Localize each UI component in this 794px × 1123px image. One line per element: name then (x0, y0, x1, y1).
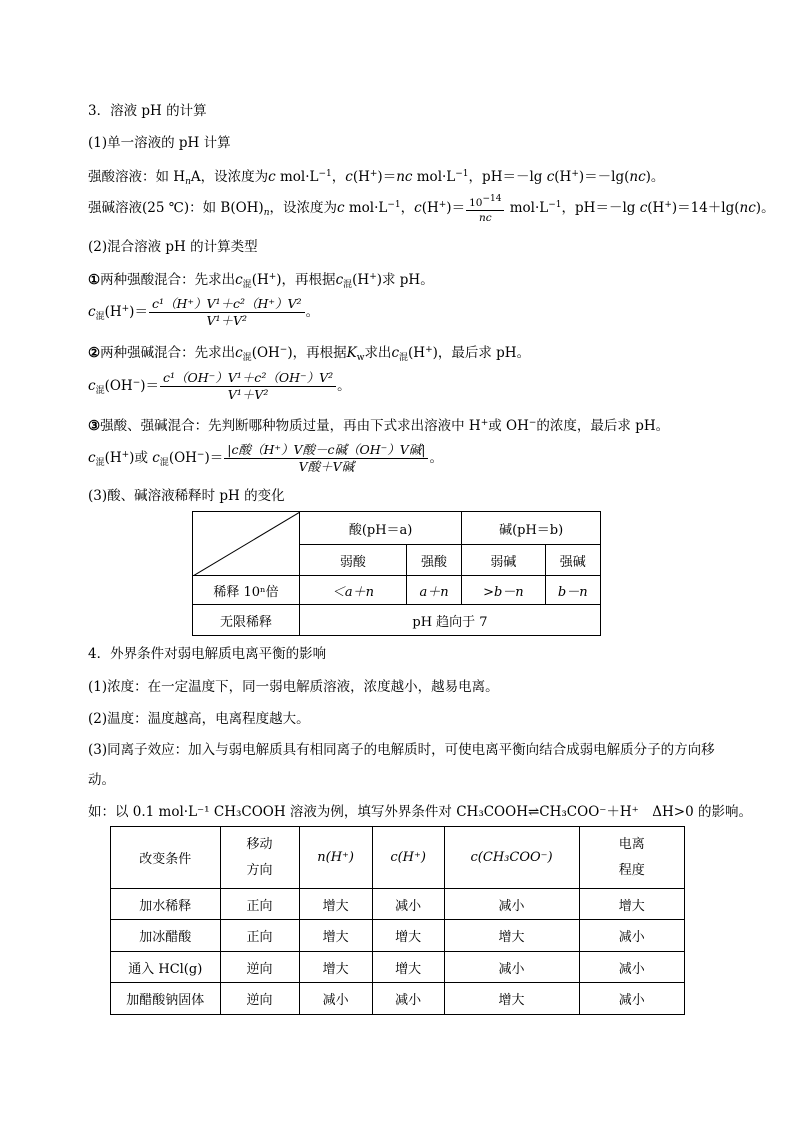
mix-acid-base: ③强酸、强碱混合：先判断哪种物质过量，再由下式求出溶液中 H+或 OH−的浓度，最后求 pH。 (88, 418, 670, 434)
cell: 增大 (299, 920, 372, 952)
dilution-table (192, 511, 601, 636)
cell: 增大 (299, 889, 372, 920)
cell: 减小 (444, 952, 579, 983)
cell: 增大 (444, 920, 579, 952)
section-3-title: 3．溶液 pH 的计算 (88, 103, 207, 119)
mix-strong-bases: ②两种强碱混合：先求出$c_混(OH^-)$，再根据$K_w$求出$c_混(H^+)$，最后求 pH。 (88, 345, 531, 363)
cell: 减小 (444, 889, 579, 920)
equilibrium-table (110, 826, 685, 1015)
cell: 加醋酸钠固体 (111, 983, 221, 1015)
section-4-title: 4．外界条件对弱电解质电离平衡的影响 (88, 646, 327, 662)
cell: 减小 (579, 952, 685, 983)
subheading-single-solution: (1)单一溶液的 pH 计算 (88, 135, 231, 151)
header-cell: c(CH₃COO⁻) (444, 827, 579, 889)
header-cell: n(H⁺) (299, 827, 372, 889)
paragraph-common-ion: (3)同离子效应：加入与弱电解质具有相同离子的电解质时，可使电离平衡向结合成弱电解质分子的方向移 (88, 742, 715, 758)
cell: pH 趋向于 7 (299, 605, 600, 636)
col-weak-base: 弱碱 (462, 545, 545, 576)
cell: 加冰醋酸 (111, 920, 221, 952)
paragraph-concentration: (1)浓度：在一定温度下，同一弱电解质溶液，浓度越小，越易电离。 (88, 679, 499, 695)
cell: ＜a＋n (299, 576, 406, 605)
formula-acid-base-mix: $c_混(H^+)$或 $c_混(OH^-)=$ $\frac{\text{|c酸（H⁺）V酸－c碱（OH⁻）V碱|}}{\text{V酸＋V碱}}$ 。 (88, 442, 443, 474)
table-row (193, 605, 601, 636)
cell: 正向 (220, 920, 299, 952)
strong-base-line: 强碱溶液(25 ℃)：如 $B(OH)_n$，设浓度为c $mol\cdot L^{-1}$，c(H+)＝ $\frac{10-14}{nc}$ $mol\cdot L^{-1}$，pH＝－lg c(H+)＝14＋lg(nc)。 (88, 194, 775, 224)
table-row (193, 576, 601, 605)
fraction-acid-base-mix: $\frac{\text{|c酸（H⁺）V酸－c碱（OH⁻）V碱|}}{\text{V酸＋V碱}}$ (224, 442, 428, 475)
subheading-mixed-solution: (2)混合溶液 pH 的计算类型 (88, 239, 258, 255)
acid-header: 酸(pH＝a) (299, 512, 461, 545)
table-row (111, 920, 685, 952)
fraction-acid-mix: $\frac{\text{c¹（H⁺）V¹＋c²（H⁺）V²}}{\text{V¹＋V²}}$ (149, 296, 305, 329)
fraction-h-concentration: $\frac{10-14}{nc}$ (466, 192, 504, 225)
table-row (111, 952, 685, 983)
cell: 减小 (579, 920, 685, 952)
paragraph-temperature: (2)温度：温度越高，电离程度越大。 (88, 711, 310, 727)
col-weak-acid: 弱酸 (299, 545, 406, 576)
header-cell: 移动 方向 (220, 827, 299, 889)
cell: 减小 (299, 983, 372, 1015)
cell: 通入 HCl(g) (111, 952, 221, 983)
formula-base-mix: $c_混(OH^-)=$ $\frac{\text{c¹（OH⁻）V¹＋c²（OH⁻）V²}}{\text{V¹＋V²}}$ 。 (88, 370, 351, 402)
cell: 增大 (444, 983, 579, 1015)
paragraph-common-ion-cont: 动。 (88, 772, 115, 788)
cell: 减小 (372, 889, 444, 920)
table-row (111, 889, 685, 920)
fraction-base-mix: $\frac{\text{c¹（OH⁻）V¹＋c²（OH⁻）V²}}{\text{V¹＋V²}}$ (160, 370, 336, 403)
col-strong-acid: 强酸 (406, 545, 461, 576)
strong-acid-line: 强酸溶液：如 $H_nA$，设浓度为c $mol\cdot L^{-1}$，c(H+)＝nc $mol\cdot L^{-1}$，pH＝－lg c(H+)＝－lg(nc)。 (88, 169, 665, 187)
example-line: 如：以 0.1 mol·L⁻¹ CH₃COOH 溶液为例，填写外界条件对 CH₃COOH⇌CH₃COO⁻＋H⁺ ΔH>0 的影响。 (88, 804, 752, 820)
mix-strong-acids: ①两种强酸混合：先求出$c_混(H^+)$，再根据$c_混(H^+)$求 pH。 (88, 272, 434, 290)
formula-acid-mix: $c_混(H^+)=$ $\frac{\text{c¹（H⁺）V¹＋c²（H⁺）V²}}{\text{V¹＋V²}}$ 。 (88, 296, 320, 328)
cell: 增大 (372, 952, 444, 983)
cell: 增大 (299, 952, 372, 983)
row-label: 无限稀释 (193, 605, 300, 636)
cell: 逆向 (220, 952, 299, 983)
cell: 逆向 (220, 983, 299, 1015)
header-cell: c(H⁺) (372, 827, 444, 889)
row-label: 稀释 10ⁿ倍 (193, 576, 300, 605)
cell: 加水稀释 (111, 889, 221, 920)
col-strong-base: 强碱 (545, 545, 601, 576)
diagonal-line (193, 512, 300, 576)
header-cell: 电离 程度 (579, 827, 685, 889)
base-header: 碱(pH＝b) (462, 512, 601, 545)
header-cell: 改变条件 (111, 827, 221, 889)
cell: 增大 (372, 920, 444, 952)
cell: >b－n (462, 576, 545, 605)
cell: b－n (545, 576, 601, 605)
table-row (111, 983, 685, 1015)
cell: 减小 (372, 983, 444, 1015)
table-diagonal-corner (193, 512, 300, 576)
cell: 增大 (579, 889, 685, 920)
cell: a＋n (406, 576, 461, 605)
cell: 正向 (220, 889, 299, 920)
subheading-dilution: (3)酸、碱溶液稀释时 pH 的变化 (88, 488, 285, 504)
cell: 减小 (579, 983, 685, 1015)
